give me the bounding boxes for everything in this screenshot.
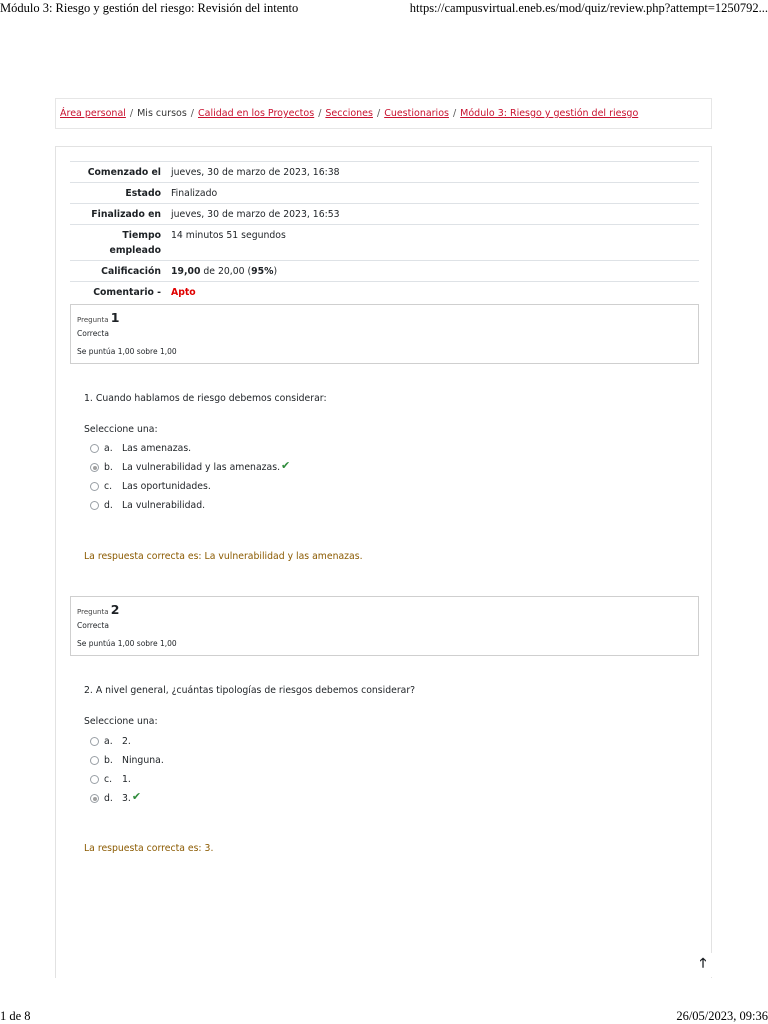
- summary-row-comment: [70, 282, 699, 303]
- answer-letter: b.: [104, 755, 113, 766]
- summary-label: Comenzado el: [70, 162, 167, 183]
- summary-value: jueves, 30 de marzo de 2023, 16:53: [167, 204, 699, 225]
- breadcrumb-separator: /: [190, 108, 194, 119]
- question-1-prompt: Seleccione una:: [84, 424, 158, 435]
- summary-row-state: [70, 183, 699, 204]
- grade-percent: 95%: [251, 266, 274, 277]
- breadcrumb-separator: /: [318, 108, 322, 119]
- question-1-text: 1. Cuando hablamos de riesgo debemos considerar:: [84, 393, 327, 404]
- answer-text: 1.: [122, 774, 131, 785]
- question-1-correct-feedback: La respuesta correcta es: La vulnerabilidad y las amenazas.: [84, 551, 363, 562]
- question-1-info: [70, 304, 699, 364]
- summary-row-finished: [70, 204, 699, 225]
- check-icon: ✔: [281, 459, 291, 472]
- print-page-url: https://campusvirtual.eneb.es/mod/quiz/review.php?attempt=1250792...: [409, 1, 768, 15]
- breadcrumb-area-personal[interactable]: Área personal: [60, 108, 126, 119]
- print-datetime: 26/05/2023, 09:36: [676, 1009, 768, 1023]
- answer-radio-selected[interactable]: [90, 463, 99, 472]
- answer-letter: c.: [104, 774, 113, 785]
- question-state: Correcta: [77, 621, 109, 630]
- summary-row-time: [70, 225, 699, 261]
- answer-radio[interactable]: [90, 775, 99, 784]
- breadcrumb: [55, 98, 712, 129]
- breadcrumb-separator: /: [452, 108, 457, 119]
- question-grade: Se puntúa 1,00 sobre 1,00: [77, 347, 177, 356]
- question-number: [77, 602, 692, 617]
- answer-option: [90, 496, 290, 515]
- answer-text: 3.: [122, 793, 131, 804]
- answer-radio-selected[interactable]: [90, 794, 99, 803]
- answer-option: [90, 477, 290, 496]
- question-number: [77, 310, 692, 325]
- print-page-number: 1 de 8: [0, 1009, 31, 1023]
- breadcrumb-separator: /: [376, 108, 381, 119]
- grade-value: [167, 261, 699, 282]
- answer-radio[interactable]: [90, 756, 99, 765]
- answer-option-selected: [90, 458, 290, 477]
- answer-option: [90, 751, 164, 770]
- print-footer: [0, 1009, 768, 1024]
- answer-option: [90, 439, 290, 458]
- answer-text: La vulnerabilidad.: [122, 500, 206, 511]
- question-number-value: 2: [110, 602, 120, 617]
- answer-option: [90, 770, 164, 789]
- answer-radio[interactable]: [90, 444, 99, 453]
- question-grade: Se puntúa 1,00 sobre 1,00: [77, 639, 177, 648]
- question-2-correct-feedback: La respuesta correcta es: 3.: [84, 843, 214, 854]
- summary-label: Finalizado en: [70, 204, 167, 225]
- answer-text: Las oportunidades.: [122, 481, 211, 492]
- check-icon: ✔: [131, 790, 142, 803]
- question-2-text: 2. A nivel general, ¿cuántas tipologías de riesgos debemos considerar?: [84, 685, 416, 696]
- answer-radio[interactable]: [90, 501, 99, 510]
- answer-letter: a.: [104, 443, 113, 454]
- question-2-answers: [90, 732, 164, 808]
- answer-letter: d.: [104, 500, 113, 511]
- answer-letter: b.: [104, 462, 113, 473]
- answer-text: 2.: [122, 736, 131, 747]
- grade-of: de 20,00 (: [203, 266, 252, 277]
- breadcrumb-cuestionarios[interactable]: Cuestionarios: [384, 108, 449, 119]
- grade-close: ): [273, 266, 278, 277]
- summary-row-grade: [70, 261, 699, 282]
- answer-option-selected: [90, 789, 164, 808]
- question-number-value: 1: [110, 310, 120, 325]
- attempt-summary-table: [70, 161, 699, 302]
- summary-row-started: [70, 162, 699, 183]
- breadcrumb-mis-cursos: Mis cursos: [137, 108, 187, 119]
- summary-label: Tiempo empleado: [70, 225, 167, 261]
- breadcrumb-course[interactable]: Calidad en los Proyectos: [197, 108, 315, 119]
- summary-value: Finalizado: [167, 183, 699, 204]
- summary-label: Calificación: [70, 261, 167, 282]
- breadcrumb-separator: /: [129, 108, 134, 119]
- summary-label: Estado: [70, 183, 167, 204]
- quiz-review-region: [55, 146, 712, 978]
- summary-value: jueves, 30 de marzo de 2023, 16:38: [167, 162, 699, 183]
- summary-value: 14 minutos 51 segundos: [167, 225, 699, 261]
- answer-letter: a.: [104, 736, 113, 747]
- comment-apto: Apto: [171, 287, 196, 298]
- answer-letter: d.: [104, 793, 113, 804]
- answer-text: Ninguna.: [122, 755, 164, 766]
- answer-radio[interactable]: [90, 737, 99, 746]
- answer-text: Las amenazas.: [122, 443, 192, 454]
- question-state: Correcta: [77, 329, 109, 338]
- question-label: Pregunta: [77, 316, 109, 324]
- answer-letter: c.: [104, 481, 113, 492]
- answer-option: [90, 732, 164, 751]
- answer-text: La vulnerabilidad y las amenazas.: [122, 462, 281, 473]
- question-label: Pregunta: [77, 608, 109, 616]
- answer-radio[interactable]: [90, 482, 99, 491]
- arrow-up-icon: 🡑: [699, 956, 707, 971]
- question-2-info: [70, 596, 699, 656]
- grade-score: 19,00: [171, 266, 201, 277]
- summary-label: Comentario -: [70, 282, 167, 303]
- breadcrumb-secciones[interactable]: Secciones: [325, 108, 373, 119]
- print-page-title: Módulo 3: Riesgo y gestión del riesgo: Revisión del intento: [0, 1, 299, 15]
- question-2-prompt: Seleccione una:: [84, 716, 158, 727]
- breadcrumb-quiz[interactable]: Módulo 3: Riesgo y gestión del riesgo: [460, 108, 639, 119]
- comment-value: [167, 282, 699, 303]
- back-to-top-button[interactable]: [686, 953, 720, 977]
- print-header: [0, 0, 768, 18]
- question-1-answers: [90, 439, 290, 515]
